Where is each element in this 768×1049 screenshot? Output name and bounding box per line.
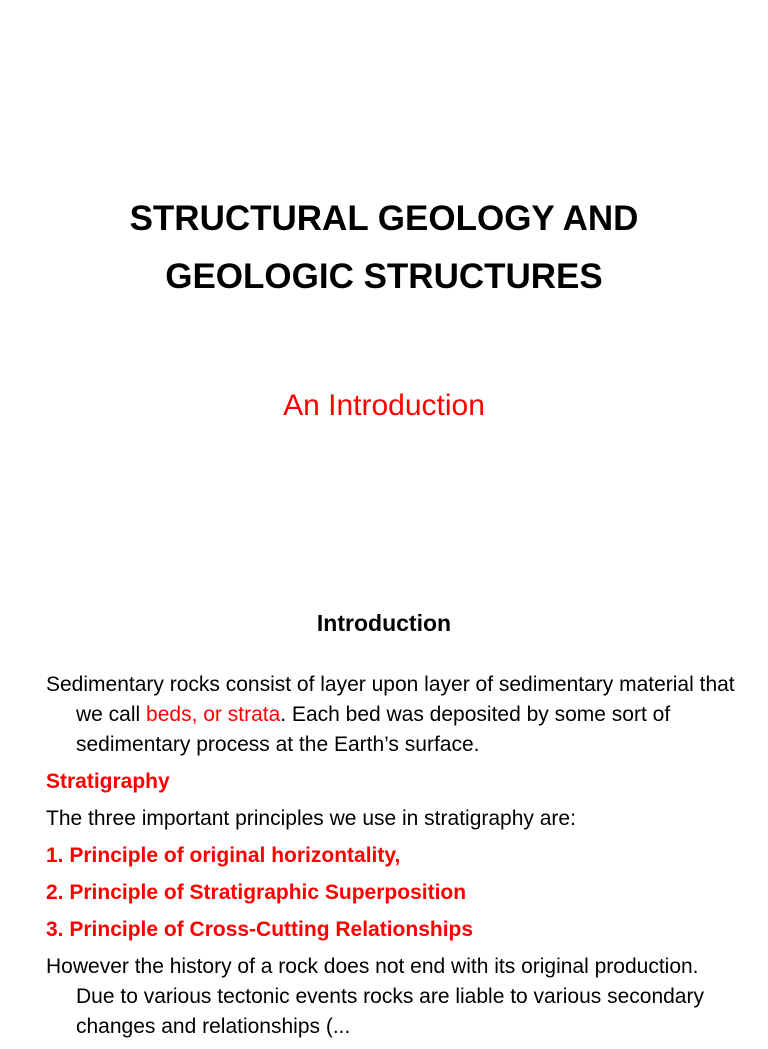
slide-title-line-1: STRUCTURAL GEOLOGY AND xyxy=(129,199,639,238)
highlight-beds-strata: beds, or strata xyxy=(146,703,281,726)
slide-title xyxy=(40,190,728,306)
slide-subtitle: An Introduction xyxy=(283,389,485,422)
principle-item-2: 2. Principle of Stratigraphic Superposition xyxy=(46,881,467,904)
section-heading: Introduction xyxy=(316,610,452,636)
principles-intro: The three important principles we use in stratigraphy are: xyxy=(46,807,576,830)
paragraph-rock-history: However the history of a rock does not end with its original production. Due to various tectonic events rocks are liable to various secondary changes and relationships (... xyxy=(46,955,704,1038)
paragraph-text: . Each bed was deposited by some sort of sedimentary process at the Earth’s surface. xyxy=(76,703,671,756)
principle-item-3: 3. Principle of Cross-Cutting Relationships xyxy=(46,918,474,941)
subheading-stratigraphy: Stratigraphy xyxy=(46,770,170,793)
paragraph-text: Sedimentary rocks consist of layer upon layer of sedimentary material that we call xyxy=(46,673,735,726)
paragraph-sedimentary-rocks xyxy=(46,670,736,760)
section-body xyxy=(46,670,736,1049)
slide-title-line-2: GEOLOGIC STRUCTURES xyxy=(165,257,603,296)
principle-item-1: 1. Principle of original horizontality, xyxy=(46,844,401,867)
